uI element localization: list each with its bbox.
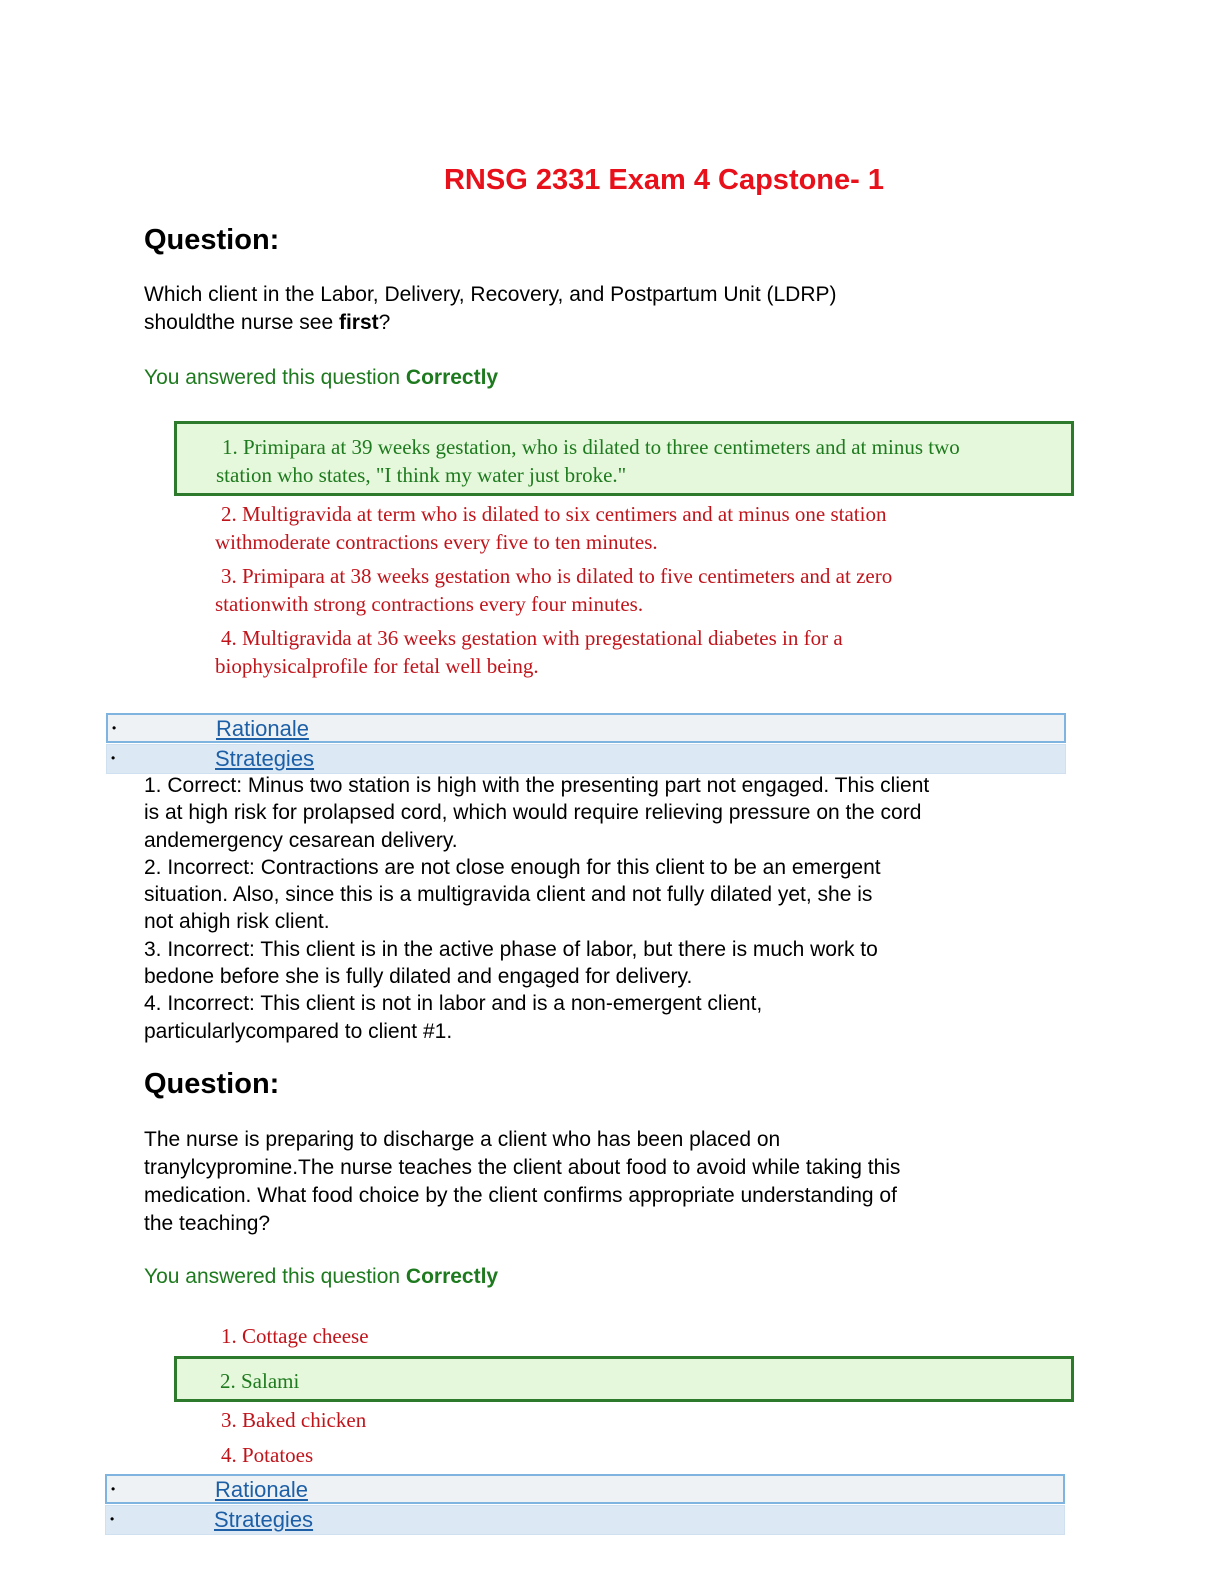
q2-option-2[interactable]: 2. Salami: [220, 1369, 300, 1393]
question-2-heading: Question:: [144, 1068, 280, 1100]
question-1-line-2: shouldthe nurse see first?: [144, 311, 391, 334]
strategies-tab-row: [105, 1505, 1065, 1535]
rationale-link[interactable]: Rationale: [215, 1477, 308, 1502]
q1-option-1[interactable]: 1. Primipara at 39 weeks gestation, who is dilated to three centimeters and at minus two station who states, "I think my water just broke.": [216, 435, 960, 487]
bullet-icon: •: [111, 1482, 116, 1496]
rationale-text: 1. Correct: Minus two station is high with the presenting part not engaged. This client is at high risk for prolapsed cord, which would require relieving pressure on the cord andemergency cesarean delivery. 2. Incorrect: Contractions are not close enough for this client to be an emergent situation. Also, since this is a multigravida client and not fully dilated yet, she is not ahigh risk client. 3. Incorrect: This client is in the active phase of labor, but there is much work to bedone before she is fully dilated and engaged for delivery. 4. Incorrect: This client is not in labor and is a non-emergent client, particularlycompared to client #1.: [144, 774, 930, 1043]
q2-option-3[interactable]: 3. Baked chicken: [221, 1408, 367, 1432]
question-1-text: [144, 281, 1024, 337]
question-2-text: The nurse is preparing to discharge a client who has been placed on tranylcypromine.The nurse teaches the client about food to avoid while taking this medication. What food choice by the client confirms appropriate understanding of the teaching?: [144, 1128, 901, 1235]
rationale-tab-row: [105, 1474, 1065, 1504]
bullet-icon: •: [112, 721, 117, 735]
q1-option-2[interactable]: 2. Multigravida at term who is dilated to six centimers and at minus one station withmoderate contractions every five to ten minutes.: [215, 502, 887, 554]
strategies-link[interactable]: Strategies: [214, 1507, 314, 1532]
q2-option-1[interactable]: 1. Cottage cheese: [221, 1324, 369, 1348]
bullet-icon: •: [110, 1512, 115, 1526]
q2-option-4[interactable]: 4. Potatoes: [221, 1443, 314, 1467]
question-1-heading: Question:: [144, 224, 280, 256]
strategies-link[interactable]: Strategies: [215, 746, 315, 771]
rationale-link[interactable]: Rationale: [216, 716, 309, 741]
document-title: RNSG 2331 Exam 4 Capstone- 1: [443, 164, 884, 196]
correct-answer-box: [174, 1356, 1074, 1402]
question-1-line-1: Which client in the Labor, Delivery, Recovery, and Postpartum Unit (LDRP): [144, 283, 837, 306]
bullet-icon: •: [111, 751, 116, 765]
q1-option-4[interactable]: 4. Multigravida at 36 weeks gestation with pregestational diabetes in for a biophysicalprofile for fetal well being.: [215, 626, 843, 678]
q1-option-3[interactable]: 3. Primipara at 38 weeks gestation who is dilated to five centimeters and at zero stationwith strong contractions every four minutes.: [215, 564, 893, 616]
status-correctly: Correctly: [405, 366, 499, 389]
emphasis-first: first: [338, 311, 379, 334]
question-2-status: You answered this question Correctly: [144, 1265, 499, 1288]
strategies-tab-row: [106, 744, 1066, 774]
correct-answer-box: [174, 421, 1074, 496]
rationale-tab-row: [106, 713, 1066, 743]
status-correctly: Correctly: [405, 1265, 499, 1288]
question-1-status: You answered this question Correctly: [144, 366, 499, 389]
